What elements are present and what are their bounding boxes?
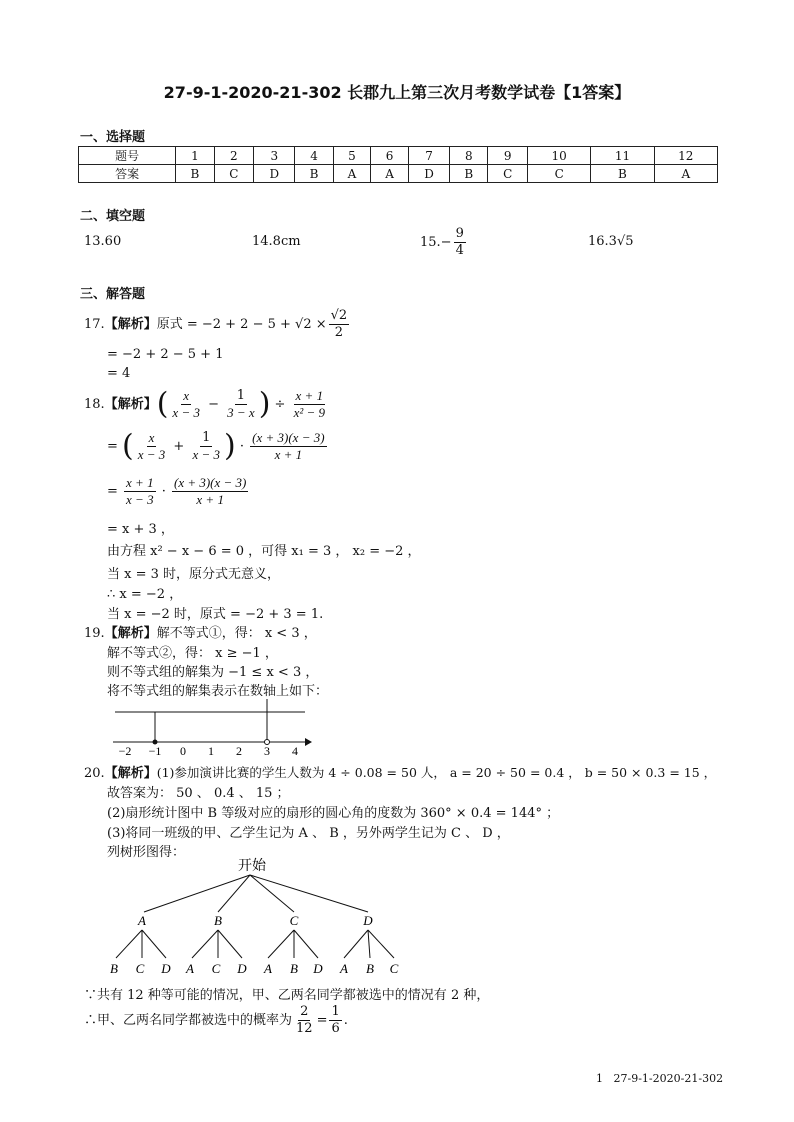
fraction-denominator: 4	[455, 243, 464, 258]
analysis-label: 【解析】	[104, 626, 157, 641]
q19-text: 解不等式①，得： x < 3 ，	[156, 626, 317, 641]
q20-number: 20.	[84, 766, 105, 781]
q19-line-2: 解不等式②，得： x ≥ −1 ，	[107, 646, 278, 661]
q18-line-1: 18.【解析】( $\frac{x}{x - 3}$ − $\frac{1}{3 - x}$ ) ÷ $\frac{x + 1}{\text{x² − 9}}$	[84, 386, 326, 422]
answer-cell: D	[408, 165, 449, 183]
tree-node-level2: B	[290, 961, 298, 976]
answer-cell: C	[488, 165, 528, 183]
q19-line-3: 则不等式组的解集为 −1 ≤ x < 3 ，	[107, 665, 319, 680]
fill-answer-13: 13.60	[84, 234, 122, 249]
fraction-denominator: 12	[296, 1021, 313, 1036]
q18-line-3: = $\frac{x + 1}{x - 3}$ · $\frac{(x + 3)(x - 3)}{x + 1}$	[107, 475, 247, 507]
fraction-numerator: 1	[331, 1004, 340, 1019]
table-row	[79, 147, 718, 165]
fraction-numerator: (x + 3)(x − 3)	[173, 475, 247, 490]
tree-node-level2: C	[389, 961, 399, 976]
question-number: 5	[333, 147, 371, 165]
equals-sign: =	[316, 1013, 328, 1028]
section-solution-heading: 三、解答题	[80, 287, 146, 302]
fill-answer-15	[420, 226, 468, 259]
answer-cell: B	[450, 165, 488, 183]
analysis-label: 【解析】	[104, 317, 157, 332]
fraction-denominator: x + 1	[274, 447, 303, 462]
answer-cell: B	[295, 165, 333, 183]
table-row	[79, 165, 718, 183]
q19-number: 19.	[84, 626, 105, 641]
axis-label: 1	[208, 744, 214, 758]
question-number: 11	[591, 147, 654, 165]
axis-label: −2	[118, 744, 132, 758]
analysis-label: 【解析】	[104, 397, 157, 412]
q18-line-4: = x + 3 ，	[107, 522, 174, 537]
q20-line-3: (2)扇形统计图中 B 等级对应的扇形的圆心角的度数为 360° × 0.4 = 144° ；	[107, 806, 560, 821]
answer-cell: C	[528, 165, 591, 183]
q20-line-5: 列树形图得：	[107, 845, 186, 860]
fraction-denominator: 2	[334, 325, 344, 340]
fill-answer-16: 16.3√5	[588, 234, 634, 249]
answer-cell: B	[176, 165, 214, 183]
q19-line-1	[84, 622, 317, 641]
fraction-numerator: 1	[236, 388, 246, 403]
answer-table	[78, 146, 718, 183]
analysis-label: 【解析】	[104, 766, 157, 781]
q20-line-1	[84, 762, 716, 781]
axis-label: 3	[264, 744, 270, 758]
question-number: 10	[528, 147, 591, 165]
tree-node-level2: D	[313, 961, 323, 976]
footer	[596, 1072, 723, 1085]
fill-answer-15-prefix: 15.−	[420, 235, 452, 250]
fraction-numerator: √2	[330, 308, 348, 323]
footer-code: 27-9-1-2020-21-302	[613, 1072, 724, 1085]
fill-answer-14: 14.8cm	[252, 234, 301, 249]
q18-number: 18.	[84, 397, 105, 412]
tree-diagram	[100, 852, 410, 982]
fraction-denominator: 6	[331, 1021, 340, 1036]
fraction-denominator: x² − 9	[293, 405, 326, 420]
fraction-numerator: 2	[300, 1004, 309, 1019]
question-number: 8	[450, 147, 488, 165]
tree-node-level1: B	[214, 913, 222, 928]
question-number: 1	[176, 147, 214, 165]
question-number: 9	[488, 147, 528, 165]
q19-line-4: 将不等式组的解集表示在数轴上如下：	[107, 684, 329, 699]
fraction-numerator: 9	[455, 226, 464, 241]
table-header-cell: 题号	[79, 147, 176, 165]
tree-node-level2: C	[211, 961, 221, 976]
fraction-denominator: x + 1	[196, 492, 224, 507]
tree-node-level2: C	[135, 961, 145, 976]
answer-cell: D	[254, 165, 295, 183]
fraction-numerator: x + 1	[295, 388, 324, 403]
fraction-denominator: x − 3	[172, 405, 200, 420]
fraction-numerator: x	[183, 388, 190, 403]
fraction-denominator: x − 3	[192, 447, 221, 462]
tree-node-level2: D	[161, 961, 171, 976]
q18-line-6: 当 x = 3 时，原分式无意义，	[107, 567, 281, 582]
question-number: 6	[371, 147, 409, 165]
fraction-numerator: x + 1	[126, 475, 154, 490]
tree-node-level1: A	[138, 913, 146, 928]
tree-node-level2: B	[366, 961, 374, 976]
axis-label: −1	[148, 744, 162, 758]
answer-cell: A	[371, 165, 409, 183]
q17-number: 17.	[84, 317, 105, 332]
axis-label: 2	[236, 744, 242, 758]
table-header-cell: 答案	[79, 165, 176, 183]
question-number: 4	[295, 147, 333, 165]
q20-line-7	[84, 1004, 348, 1037]
q18-line-2: = ( $\frac{x}{x - 3}$ + $\frac{1}{x - 3}$ ) · $\frac{(x + 3)(x - 3)}{x + 1}$	[107, 428, 325, 464]
page-title: 27-9-1-2020-21-302 长郡九上第三次月考数学试卷【1答案】	[163, 83, 631, 102]
q17-expression: 原式 = −2 + 2 − 5 + √2 ×	[156, 317, 327, 332]
tree-node-level2: A	[264, 961, 272, 976]
answer-cell: A	[333, 165, 371, 183]
q18-line-5: 由方程 x² − x − 6 = 0 ，可得 x₁ = 3 ， x₂ = −2 ，	[107, 544, 421, 559]
tree-node-level1: C	[289, 913, 299, 928]
number-line-diagram	[105, 695, 320, 760]
axis-label: 0	[180, 744, 186, 758]
q20-text: (1)参加演讲比赛的学生人数为 4 ÷ 0.08 = 50 人， a = 20 ÷ 50 = 0.4 ， b = 50 × 0.3 = 15 ，	[156, 765, 717, 780]
tree-node-level2: B	[110, 961, 118, 976]
question-number: 7	[408, 147, 449, 165]
q20-probability-text: ∴甲、乙两名同学都被选中的概率为	[84, 1013, 293, 1028]
q17-line-3: = 4	[107, 366, 131, 381]
question-number: 2	[214, 147, 254, 165]
tree-node-level2: A	[340, 961, 348, 976]
question-number: 12	[654, 147, 717, 165]
q20-line-2: 故答案为： 50 、 0.4 、 15 ；	[107, 786, 290, 801]
answer-cell: C	[214, 165, 254, 183]
fraction-denominator: x − 3	[137, 447, 166, 462]
tree-node-level2: A	[186, 961, 194, 976]
fraction-denominator: 3 − x	[227, 405, 255, 420]
section-choice-heading: 一、选择题	[80, 130, 146, 145]
q20-line-6: ∵共有 12 种等可能的情况，甲、乙两名同学都被选中的情况有 2 种，	[84, 988, 490, 1003]
q17-line-1	[84, 308, 351, 341]
fraction-numerator: x	[148, 430, 155, 445]
q18-line-8: 当 x = −2 时，原式 = −2 + 3 = 1.	[107, 607, 324, 622]
answer-cell: B	[591, 165, 654, 183]
q20-line-4: (3)将同一班级的甲、乙学生记为 A 、 B ，另外两学生记为 C 、 D ，	[107, 826, 510, 841]
axis-label: 4	[292, 744, 298, 758]
fraction-numerator: 1	[202, 430, 211, 445]
tree-node-level1: D	[363, 913, 373, 928]
question-number: 3	[254, 147, 295, 165]
q17-line-2: = −2 + 2 − 5 + 1	[107, 347, 224, 362]
tree-node-level2: D	[237, 961, 247, 976]
page-number: 1	[596, 1072, 603, 1085]
section-fill-heading: 二、填空题	[80, 209, 146, 224]
period: .	[343, 1013, 348, 1028]
fraction-numerator: (x + 3)(x − 3)	[252, 430, 325, 445]
q18-line-7: ∴ x = −2 ，	[107, 587, 183, 602]
answer-cell: A	[654, 165, 717, 183]
tree-root: 开始	[238, 859, 266, 874]
fraction-denominator: x − 3	[126, 492, 154, 507]
